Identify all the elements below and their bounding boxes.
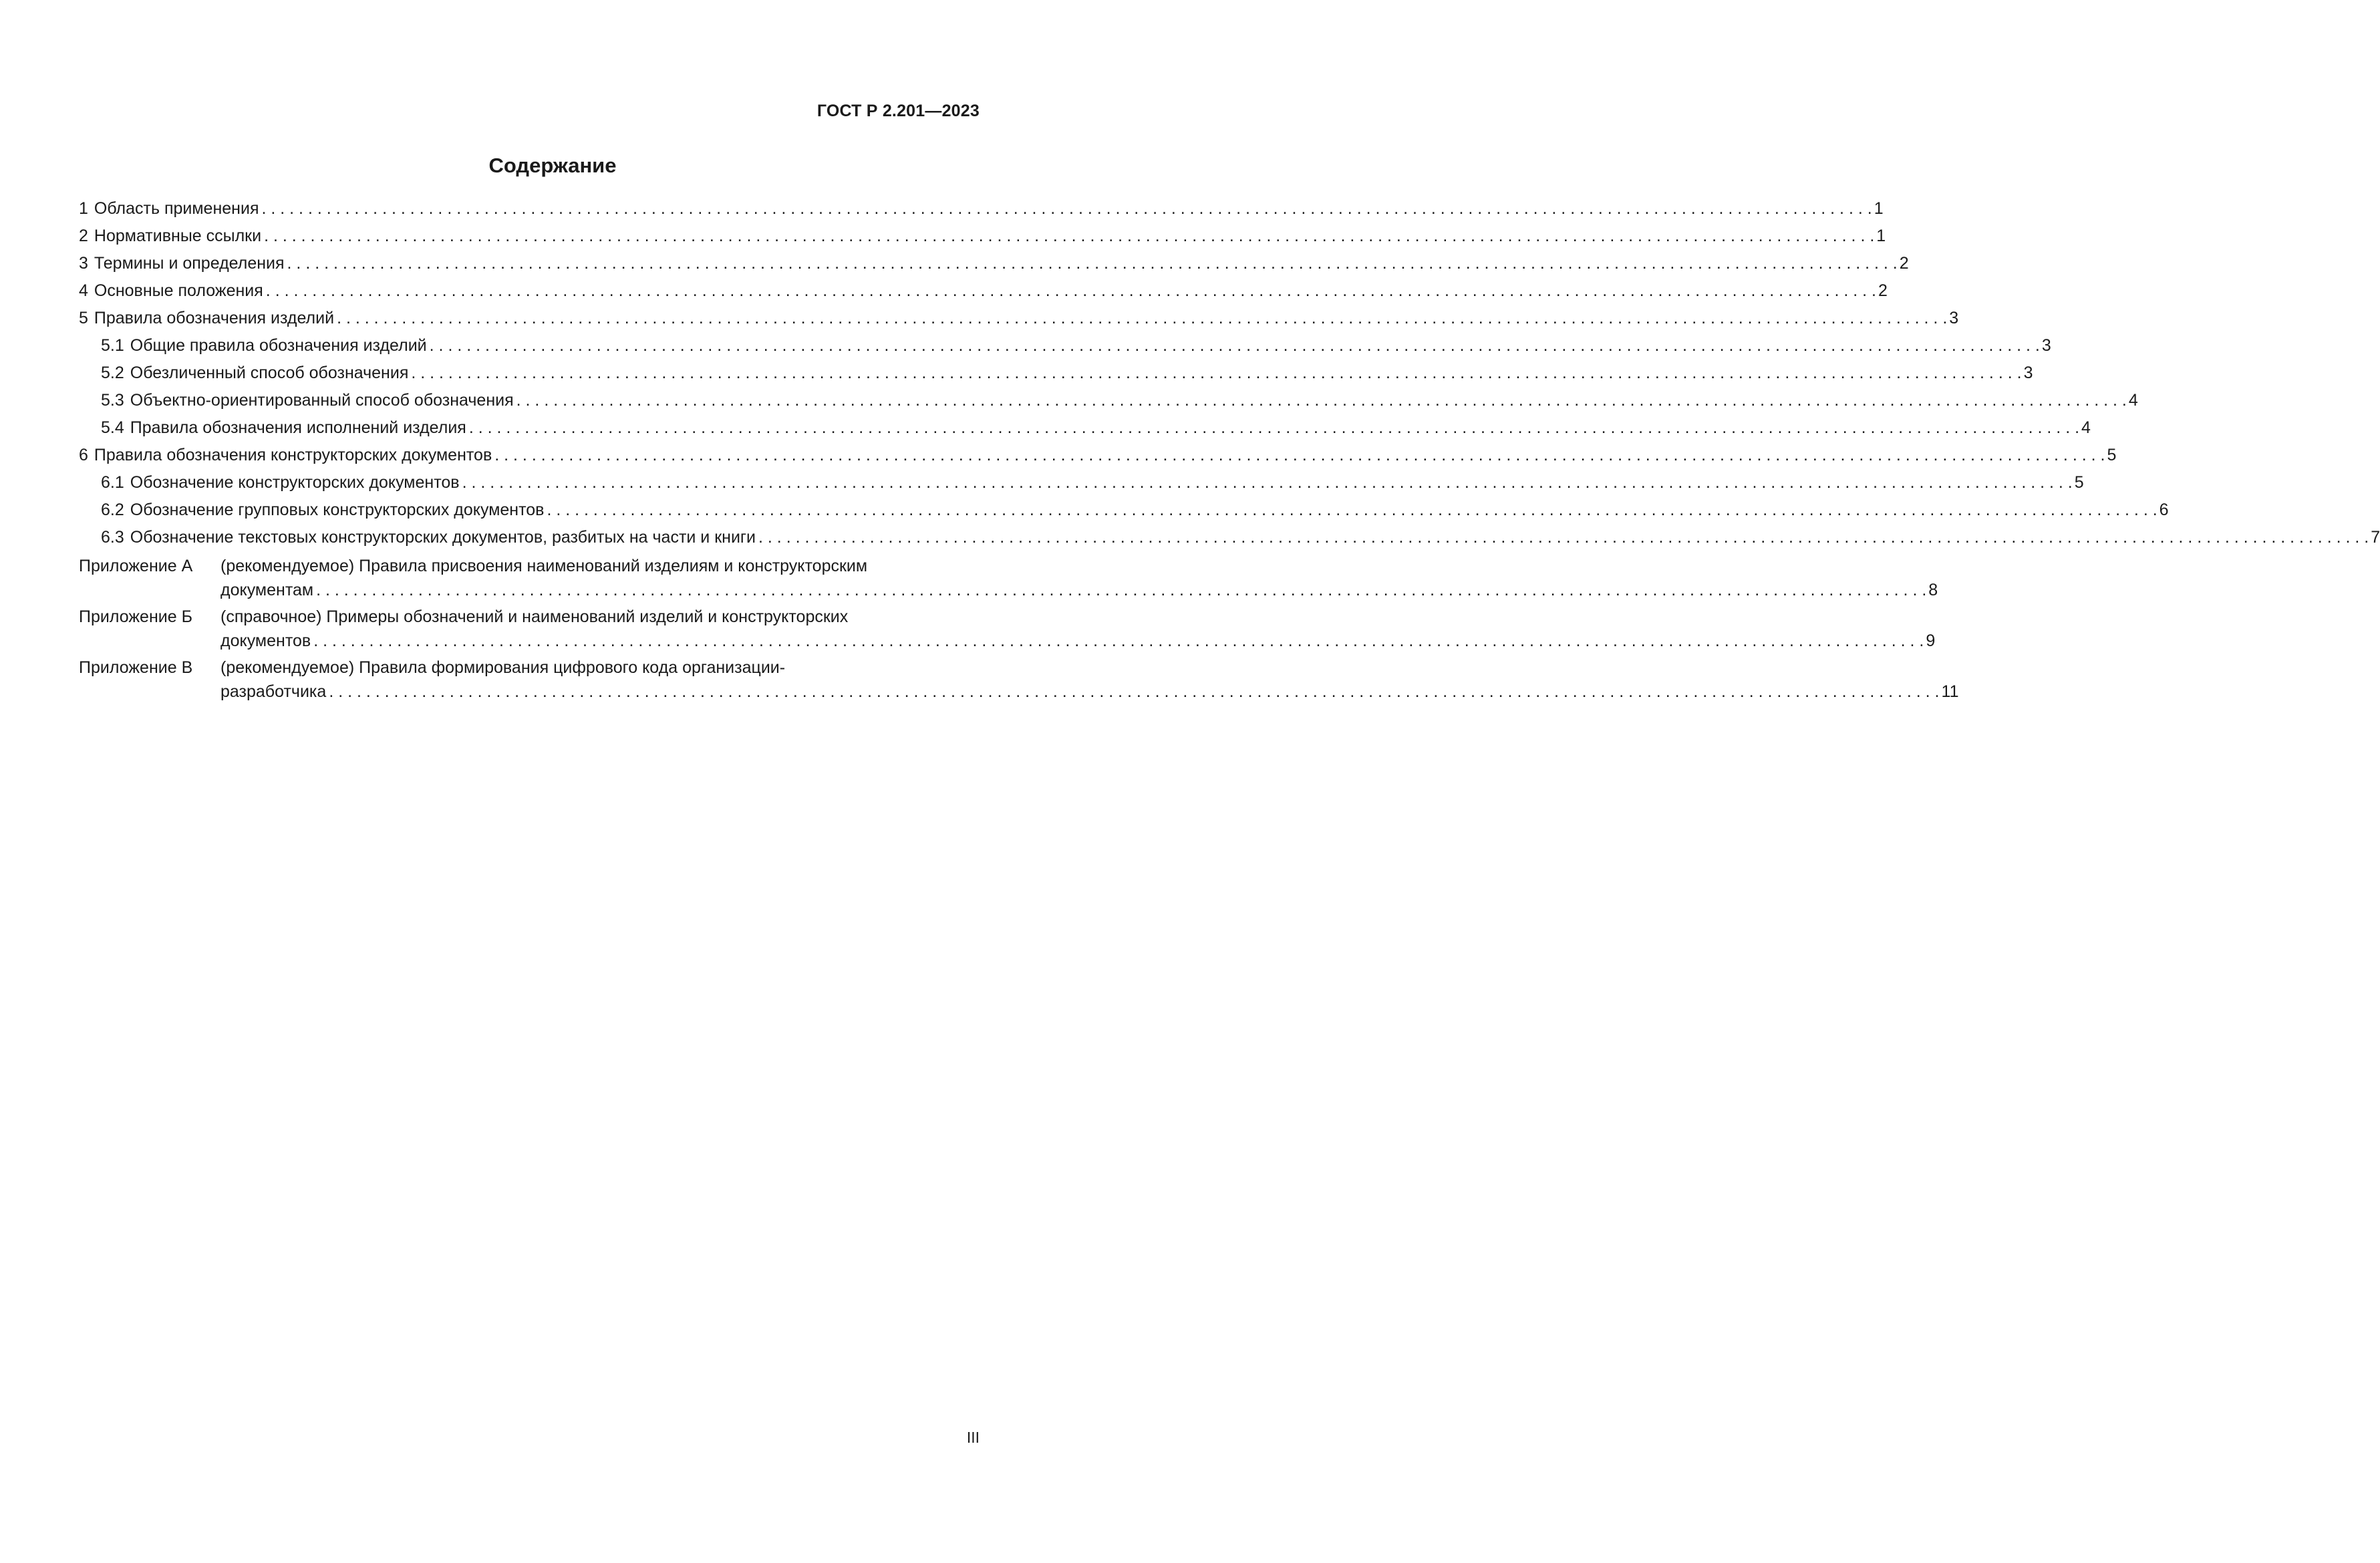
- appendix-page: 8: [1928, 581, 1938, 599]
- page-title: Содержание: [488, 154, 617, 177]
- appendix-title-line: (рекомендуемое) Правила присвоения наименований изделиям и конструкторским: [220, 557, 868, 575]
- toc-entry-page: 3: [1949, 309, 1959, 327]
- appendix-title-end: разработчика: [220, 682, 327, 701]
- appendix-label: Приложение А: [79, 557, 193, 575]
- toc-entry-page: 7: [2371, 528, 2380, 547]
- toc-entry-number: 2: [79, 227, 88, 245]
- appendix-last-line: [220, 629, 1935, 653]
- toc-entry-number: 3: [79, 254, 88, 273]
- toc-entry-number: 6.1: [101, 473, 124, 492]
- appendix-title-line: (рекомендуемое) Правила формирования цифрового кода организации-: [220, 658, 786, 677]
- toc-entry[interactable]: [79, 250, 1909, 277]
- toc-entry-number: 1: [79, 199, 88, 218]
- toc-entry-title: Общие правила обозначения изделий: [130, 336, 427, 355]
- toc-entry-page: 3: [2023, 364, 2033, 382]
- toc-subentry[interactable]: [79, 387, 2138, 414]
- toc-entry-title: Основные положения: [94, 281, 263, 300]
- dot-leader: [494, 442, 2105, 469]
- toc-entry-title: Обезличенный способ обозначения: [130, 364, 409, 382]
- appendix-body: [220, 656, 1958, 704]
- appendix-title-end: документам: [220, 581, 314, 599]
- toc-subentry[interactable]: [79, 414, 2091, 442]
- toc-subentry[interactable]: [79, 524, 2380, 551]
- toc-entry-title: Правила обозначения конструкторских документов: [94, 446, 492, 464]
- toc-entry-title: Объектно-ориентированный способ обозначения: [130, 391, 514, 410]
- page-number: III: [966, 1429, 980, 1446]
- dot-leader: [261, 195, 1872, 223]
- toc-entry-page: 4: [2081, 418, 2091, 437]
- toc-appendix[interactable]: [79, 656, 1959, 704]
- dot-leader: [329, 680, 1939, 704]
- toc-entry-title: Область применения: [94, 199, 259, 218]
- dot-leader: [337, 305, 1947, 332]
- dot-leader: [430, 332, 2040, 360]
- toc-entry-page: 5: [2074, 473, 2084, 492]
- appendix-page: 9: [1926, 631, 1936, 650]
- toc-entry-number: 5.2: [101, 364, 124, 382]
- toc-entry-page: 2: [1899, 254, 1909, 273]
- dot-leader: [266, 277, 1876, 305]
- toc-entry[interactable]: [79, 442, 2117, 469]
- toc-entry-page: 1: [1876, 227, 1886, 245]
- toc-entry-page: 1: [1874, 199, 1884, 218]
- toc-entry[interactable]: [79, 305, 1959, 332]
- toc-appendix[interactable]: [79, 605, 1936, 653]
- toc-entry[interactable]: [79, 277, 1888, 305]
- toc-entry-title: Правила обозначения изделий: [94, 309, 335, 327]
- dot-leader: [469, 414, 2079, 442]
- toc-entry-number: 5.1: [101, 336, 124, 355]
- toc-entry-page: 5: [2107, 446, 2117, 464]
- appendix-title-end: документов: [220, 631, 311, 650]
- toc-entry-title: Правила обозначения исполнений изделия: [130, 418, 466, 437]
- toc-entry[interactable]: [79, 223, 1886, 250]
- toc-entry-page: 4: [2128, 391, 2138, 410]
- dot-leader: [462, 469, 2073, 496]
- appendix-label: Приложение Б: [79, 607, 192, 626]
- toc-entry-number: 5.4: [101, 418, 124, 437]
- toc-entry-title: Нормативные ссылки: [94, 227, 262, 245]
- toc-entry-number: 5: [79, 309, 88, 327]
- toc-subentry[interactable]: [79, 360, 2033, 387]
- toc-subentry[interactable]: [79, 332, 2051, 360]
- table-of-contents: [79, 195, 2380, 705]
- toc-subentry[interactable]: [79, 469, 2084, 496]
- toc-entry-number: 5.3: [101, 391, 124, 410]
- appendix-last-line: [220, 680, 1958, 704]
- toc-entry-number: 6.2: [101, 501, 124, 519]
- document-code: ГОСТ Р 2.201—2023: [816, 102, 980, 120]
- toc-appendix[interactable]: [79, 554, 1938, 602]
- toc-entry-title: Обозначение текстовых конструкторских документов, разбитых на части и книги: [130, 528, 756, 547]
- dot-leader: [287, 250, 1898, 277]
- toc-entry-page: 3: [2041, 336, 2051, 355]
- toc-entry-title: Обозначение групповых конструкторских документов: [130, 501, 545, 519]
- toc-entry-title: Обозначение конструкторских документов: [130, 473, 460, 492]
- dot-leader: [758, 524, 2369, 551]
- toc-entry-number: 4: [79, 281, 88, 300]
- toc-entry-page: 6: [2159, 501, 2169, 519]
- appendix-label: Приложение В: [79, 658, 193, 677]
- toc-subentry[interactable]: [79, 496, 2169, 524]
- dot-leader: [411, 360, 2021, 387]
- appendix-body: [220, 554, 1938, 602]
- appendix-last-line: [220, 578, 1938, 602]
- dot-leader: [313, 629, 1924, 653]
- appendix-body: [220, 605, 1935, 653]
- dot-leader: [516, 387, 2127, 414]
- toc-entry-page: 2: [1878, 281, 1888, 300]
- toc-entry[interactable]: [79, 195, 1884, 223]
- toc-entry-number: 6: [79, 446, 88, 464]
- dot-leader: [316, 578, 1926, 602]
- appendix-page: 11: [1941, 682, 1959, 701]
- dot-leader: [547, 496, 2157, 524]
- appendix-title-line: (справочное) Примеры обозначений и наименований изделий и конструкторских: [220, 607, 849, 626]
- toc-entry-number: 6.3: [101, 528, 124, 547]
- dot-leader: [264, 223, 1874, 250]
- toc-entry-title: Термины и определения: [94, 254, 285, 273]
